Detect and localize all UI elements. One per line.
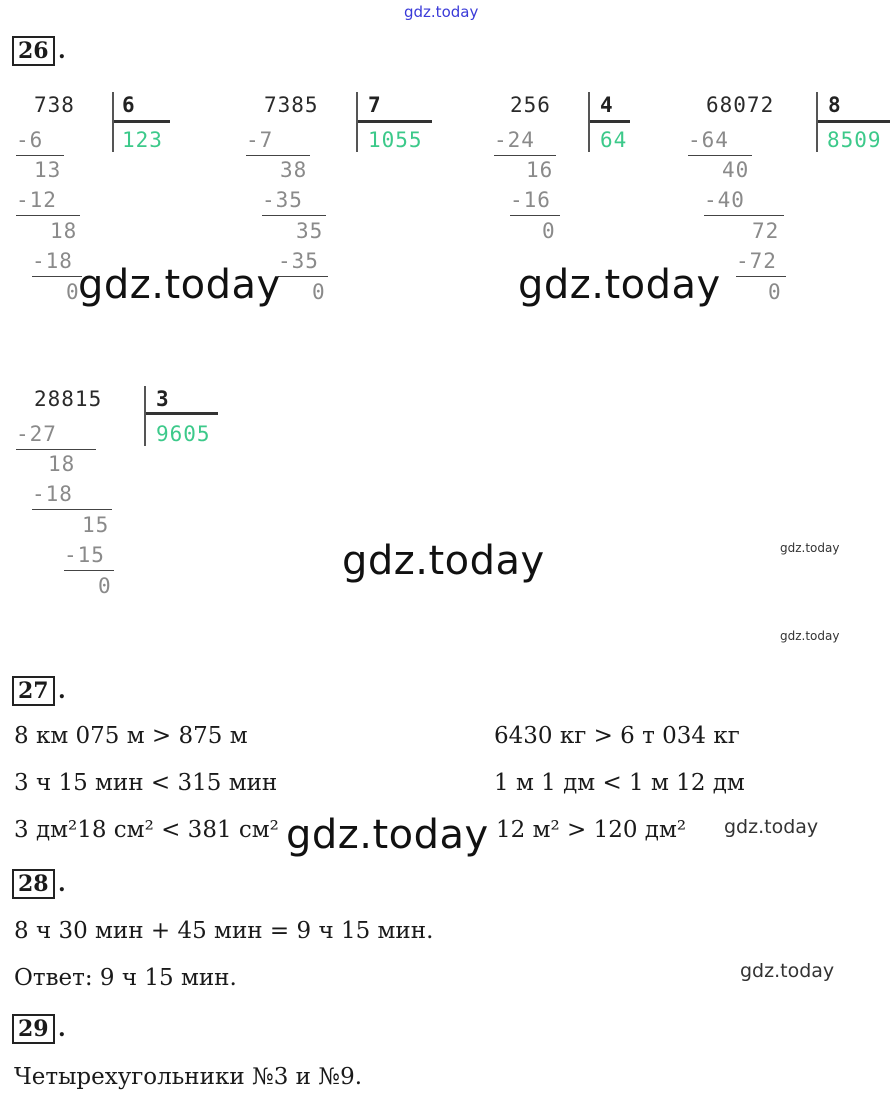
step-underline (262, 215, 326, 216)
dividend: 256 (510, 93, 551, 117)
step-underline (16, 449, 96, 450)
quotient: 1055 (368, 128, 423, 152)
step: -64 (688, 128, 729, 152)
divisor-line (114, 120, 170, 123)
step: -18 (32, 249, 73, 273)
watermark-large: gdz.today (342, 538, 545, 584)
step: 0 (542, 219, 556, 243)
dividend: 738 (34, 93, 75, 117)
division-bar (144, 386, 146, 446)
divisor: 6 (122, 93, 135, 117)
step: -7 (246, 128, 274, 152)
watermark-medium: gdz.today (740, 960, 835, 982)
divisor-line (146, 412, 218, 415)
step-underline (278, 276, 328, 277)
step: 35 (296, 219, 324, 243)
step-underline (494, 155, 556, 156)
step: 18 (48, 452, 76, 476)
step-underline (246, 155, 310, 156)
step: 72 (752, 219, 780, 243)
watermark-large: gdz.today (286, 812, 489, 858)
step: -12 (16, 188, 57, 212)
dividend: 68072 (706, 93, 775, 117)
task-27-number (12, 676, 55, 706)
task-29-text: Четырехугольники №3 и №9. (14, 1064, 363, 1090)
task-26-dot: . (58, 38, 66, 64)
divisor: 8 (828, 93, 841, 117)
divisor-line (590, 120, 630, 123)
step-underline (736, 276, 786, 277)
task-28-number-text: 28 (18, 871, 49, 897)
watermark-large: gdz.today (78, 262, 281, 308)
step-underline (16, 215, 80, 216)
step: 0 (312, 280, 326, 304)
task-28-number (12, 869, 55, 899)
watermark-top: gdz.today (404, 3, 479, 21)
task-29-number (12, 1014, 55, 1044)
step: -16 (510, 188, 551, 212)
comparison-left: 3 ч 15 мин < 315 мин (14, 770, 278, 796)
step: -15 (64, 543, 105, 567)
step: -6 (16, 128, 44, 152)
dividend: 7385 (264, 93, 319, 117)
step: -72 (736, 249, 777, 273)
step-underline (704, 215, 784, 216)
quotient: 64 (600, 128, 628, 152)
step: 0 (66, 280, 80, 304)
step: -27 (16, 422, 57, 446)
task-29-dot: . (58, 1016, 66, 1042)
step: 0 (768, 280, 782, 304)
step-underline (16, 155, 64, 156)
divisor: 3 (156, 387, 169, 411)
comparison-right: 12 м² > 120 дм² (496, 817, 687, 843)
step-underline (64, 570, 114, 571)
divisor-line (358, 120, 432, 123)
task-29-number-text: 29 (18, 1016, 49, 1042)
watermark-small: gdz.today (780, 541, 840, 555)
task-28-expression: 8 ч 30 мин + 45 мин = 9 ч 15 мин. (14, 918, 434, 944)
step: 16 (526, 158, 554, 182)
quotient: 9605 (156, 422, 211, 446)
quotient: 123 (122, 128, 163, 152)
watermark-small: gdz.today (780, 629, 840, 643)
step: -18 (32, 482, 73, 506)
step-underline (688, 155, 752, 156)
step: -35 (278, 249, 319, 273)
task-27-dot: . (58, 678, 66, 704)
comparison-right: 6430 кг > 6 т 034 кг (494, 723, 740, 749)
step: 18 (50, 219, 78, 243)
step: -24 (494, 128, 535, 152)
step-underline (32, 509, 112, 510)
dividend: 28815 (34, 387, 103, 411)
task-28-dot: . (58, 871, 66, 897)
step: -40 (704, 188, 745, 212)
divisor: 4 (600, 93, 613, 117)
step: 40 (722, 158, 750, 182)
step: 13 (34, 158, 62, 182)
task-26-number-text: 26 (18, 38, 49, 64)
comparison-left: 3 дм²18 см² < 381 см² (14, 817, 279, 843)
divisor: 7 (368, 93, 381, 117)
comparison-right: 1 м 1 дм < 1 м 12 дм (494, 770, 745, 796)
quotient: 8509 (827, 128, 882, 152)
step-underline (32, 276, 82, 277)
step: -35 (262, 188, 303, 212)
task-27-number-text: 27 (18, 678, 49, 704)
task-28-answer: Ответ: 9 ч 15 мин. (14, 965, 237, 991)
task-26-number (12, 36, 55, 66)
step: 0 (98, 574, 112, 598)
comparison-left: 8 км 075 м > 875 м (14, 723, 248, 749)
watermark-large: gdz.today (518, 262, 721, 308)
divisor-line (818, 120, 890, 123)
step: 38 (280, 158, 308, 182)
watermark-medium: gdz.today (724, 816, 819, 838)
step: 15 (82, 513, 110, 537)
step-underline (510, 215, 560, 216)
